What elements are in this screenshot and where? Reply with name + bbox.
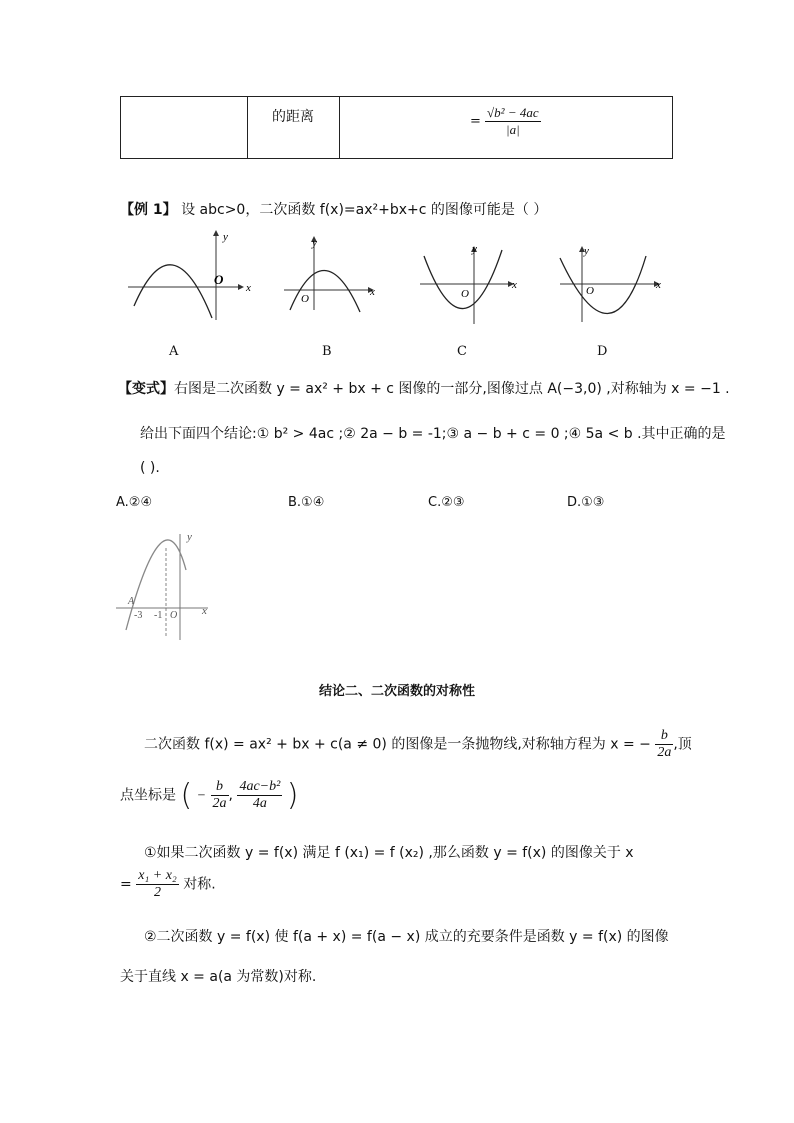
option-c: C.②③: [428, 495, 465, 510]
vertex-y-fraction: $\frac{\text{4ac−b²}}{4a}$: [239, 779, 281, 811]
graph-d: [556, 246, 666, 328]
graph-b: [280, 232, 390, 322]
example1-text: 设 abc>0，二次函数 f(x)=ax²+bx+c 的图像可能是（ ）: [181, 202, 548, 218]
paragraph-2-line2: = $\frac{\text{x₁ + x₂}}{2}$ 对称.: [120, 868, 216, 900]
table-cell-label: [248, 97, 340, 159]
graph-d-label: D: [597, 344, 608, 359]
svg-text:A: A: [128, 596, 135, 607]
svg-text:O: O: [301, 293, 309, 305]
graph-b-label: B: [322, 344, 332, 359]
example1-label: 【例 1】: [120, 202, 177, 218]
variant-label: 【变式】: [118, 381, 174, 397]
svg-text:O: O: [214, 272, 224, 287]
table-cell-formula: [340, 97, 673, 159]
variant-line3: ( ).: [140, 460, 160, 476]
formula-table: [120, 96, 673, 159]
svg-text:x: x: [370, 286, 375, 298]
formula-equals: =: [470, 114, 481, 129]
svg-text:y: y: [584, 246, 589, 257]
svg-text:y: y: [312, 237, 317, 249]
svg-text:O: O: [170, 610, 178, 621]
distance-formula: $\frac{\text{√b² − 4ac}}{|a|}$: [487, 105, 539, 137]
svg-text:x: x: [512, 279, 517, 291]
svg-text:O: O: [461, 288, 469, 300]
svg-text:x: x: [656, 279, 661, 291]
vertex-x-fraction: $\frac{b}{2a}$: [212, 779, 227, 811]
distance-label: 的距离: [272, 109, 314, 125]
paragraph-1-line1: 二次函数 f(x) = ax² + bx + c(a ≠ 0) 的图像是一条抛物线,对称轴方程为 x = − $\frac{b}{2a}$ ,顶: [144, 728, 692, 760]
svg-text:-1: -1: [154, 610, 163, 621]
svg-text:y: y: [472, 243, 477, 255]
section-title: 结论二、二次函数的对称性: [318, 684, 475, 699]
svg-text:-3: -3: [134, 610, 143, 621]
option-d: D.①③: [567, 495, 605, 510]
svg-text:y: y: [187, 531, 192, 543]
variant-graph: [112, 526, 220, 644]
graph-c-label: C: [457, 344, 467, 359]
midpoint-fraction: $\frac{\text{x₁ + x₂}}{2}$: [138, 868, 177, 900]
option-b: B.①④: [288, 495, 325, 510]
variant-line2: 给出下面四个结论:① b² > 4ac ;② 2a − b = -1;③ a − b + c = 0 ;④ 5a < b .其中正确的是: [140, 426, 726, 442]
axis-fraction: $\frac{b}{2a}$: [657, 728, 672, 760]
svg-text:x: x: [246, 282, 251, 294]
example1-question: [120, 199, 547, 219]
paragraph-1-line2: 点坐标是 ( − $\frac{b}{2a}$ , $\frac{\text{4ac−b²}}{4a}$ ): [120, 778, 299, 813]
option-a: A.②④: [116, 495, 153, 510]
paragraph-3-line2: 关于直线 x = a(a 为常数)对称.: [120, 969, 317, 985]
graph-a-label: A: [169, 344, 179, 359]
svg-text:y: y: [223, 231, 228, 243]
paragraph-3-line1: ②二次函数 y = f(x) 使 f(a + x) = f(a − x) 成立的充要条件是函数 y = f(x) 的图像: [144, 929, 669, 945]
graph-c: [416, 242, 526, 328]
graph-a: [124, 228, 254, 324]
svg-text:x: x: [202, 605, 207, 617]
table-cell-empty: [121, 97, 248, 159]
paragraph-2-line1: ①如果二次函数 y = f(x) 满足 f (x₁) = f (x₂) ,那么函数 y = f(x) 的图像关于 x: [144, 845, 634, 861]
variant-line1: 【变式】右图是二次函数 y = ax² + bx + c 图像的一部分,图像过点 A(−3,0) ,对称轴为 x = −1 .: [118, 381, 730, 397]
svg-text:O: O: [586, 285, 594, 297]
